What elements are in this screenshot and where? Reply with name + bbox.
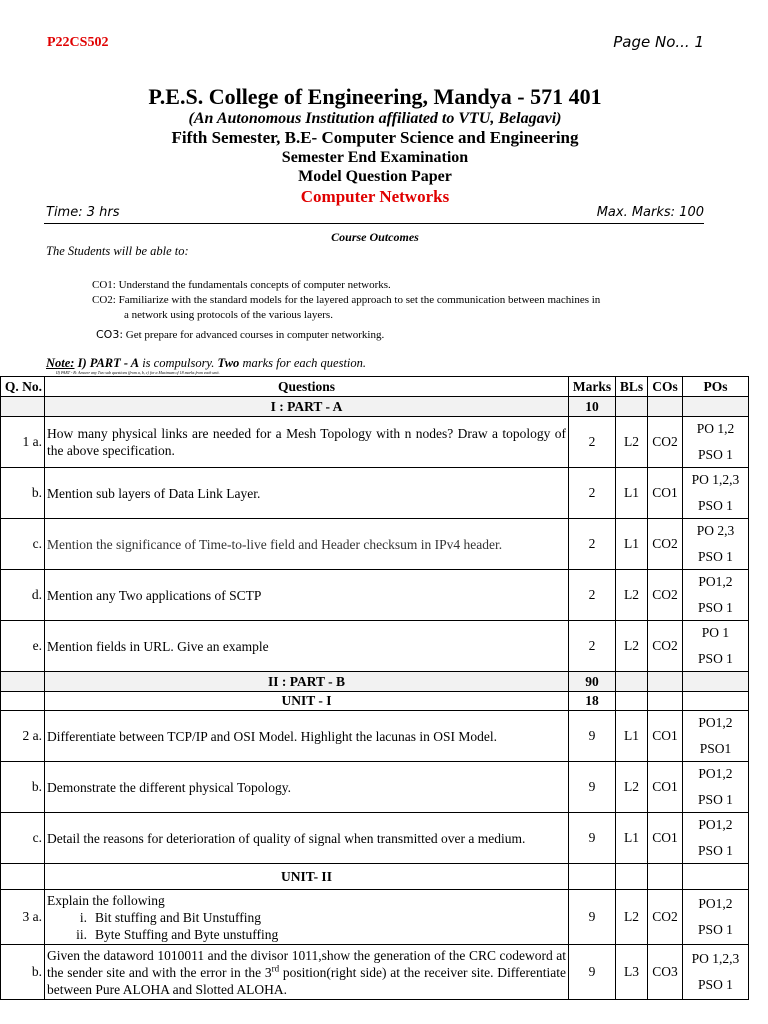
institution-affiliation: (An Autonomous Institution affiliated to VTU, Belagavi) xyxy=(188,110,562,127)
pso-value: PSO 1 xyxy=(698,977,733,992)
question-po xyxy=(683,519,749,570)
question-text: How many physical links are needed for a Mesh Topology with n nodes? Draw a topology of the above specification. xyxy=(45,417,569,468)
question-marks: 2 xyxy=(569,417,616,468)
question-co: CO1 xyxy=(648,813,683,864)
question-number: d. xyxy=(1,570,45,621)
empty-cell xyxy=(1,672,45,692)
question-bl: L1 xyxy=(616,468,648,519)
part-b-title: II : PART - B xyxy=(45,672,569,692)
unit1-marks: 18 xyxy=(569,692,616,711)
pso-value: PSO 1 xyxy=(698,549,733,564)
table-row xyxy=(1,711,749,762)
po-value: PO 1 xyxy=(701,625,730,640)
table-row xyxy=(1,417,749,468)
question-po xyxy=(683,945,749,1000)
question-co: CO2 xyxy=(648,417,683,468)
question-number: b. xyxy=(1,945,45,1000)
outcomes-intro: The Students will be able to: xyxy=(46,244,189,258)
question-co: CO2 xyxy=(648,890,683,945)
note-two: Two xyxy=(217,356,240,370)
empty-cell xyxy=(683,864,749,890)
question-text: Demonstrate the different physical Topology. xyxy=(45,762,569,813)
part-b-row xyxy=(1,672,749,692)
page-number: Page No... 1 xyxy=(613,33,704,51)
question-bl: L2 xyxy=(616,621,648,672)
sub-item xyxy=(47,926,566,943)
question-text: Mention fields in URL. Give an example xyxy=(45,621,569,672)
co3-description: Get prepare for advanced courses in computer networking. xyxy=(125,329,385,341)
ordinal-suffix: rd xyxy=(271,963,280,973)
part-a-title: I : PART - A xyxy=(45,397,569,417)
sub-item-number: ii. xyxy=(76,926,87,942)
empty-cell xyxy=(648,692,683,711)
note-part-a: I) PART - A xyxy=(77,356,140,370)
question-co: CO1 xyxy=(648,711,683,762)
empty-cell xyxy=(683,672,749,692)
question-marks: 9 xyxy=(569,945,616,1000)
table-row xyxy=(1,570,749,621)
po-value: PO 1,2,3 xyxy=(691,951,740,966)
empty-cell xyxy=(648,397,683,417)
pso-value: PSO 1 xyxy=(698,600,733,615)
question-marks: 9 xyxy=(569,762,616,813)
question-co: CO3 xyxy=(648,945,683,1000)
question-bl: L2 xyxy=(616,417,648,468)
course-code: P22CS502 xyxy=(47,35,109,50)
sub-item xyxy=(47,909,566,926)
part-a-marks: 10 xyxy=(569,397,616,417)
pso-value: PSO 1 xyxy=(698,498,733,513)
question-number: 3 a. xyxy=(1,890,45,945)
pso-value: PSO 1 xyxy=(698,843,733,858)
question-number: b. xyxy=(1,468,45,519)
question-text: Mention sub layers of Data Link Layer. xyxy=(45,468,569,519)
empty-cell xyxy=(683,397,749,417)
empty-cell xyxy=(616,397,648,417)
empty-cell xyxy=(1,692,45,711)
po-value: PO 2,3 xyxy=(696,523,735,538)
po-value: PO1,2 xyxy=(698,817,733,832)
table-row xyxy=(1,762,749,813)
question-bl: L1 xyxy=(616,813,648,864)
question-number: 2 a. xyxy=(1,711,45,762)
co2-text: CO2: Familiarize with the standard models for the layered approach to set the communication between machines in xyxy=(92,294,601,306)
note-text-end: marks for each question. xyxy=(239,356,367,370)
question-marks: 9 xyxy=(569,813,616,864)
subject-title: Computer Networks xyxy=(300,187,450,206)
question-bl: L1 xyxy=(616,711,648,762)
question-marks: 2 xyxy=(569,570,616,621)
co3-label: CO3: xyxy=(96,328,124,341)
col-pos: POs xyxy=(683,377,749,397)
unit2-row xyxy=(1,864,749,890)
question-intro: Explain the following xyxy=(47,892,165,908)
note-part-b: II) PART - B: Answer any Two sub questions (from a, b, c) for a Maximum of 18 marks from each unit. xyxy=(56,370,220,375)
pso-value: PSO 1 xyxy=(698,792,733,807)
note-text: is compulsory. xyxy=(139,356,218,370)
col-marks: Marks xyxy=(569,377,616,397)
exam-time: Time: 3 hrs xyxy=(46,205,120,220)
col-cos: COs xyxy=(648,377,683,397)
question-marks: 2 xyxy=(569,519,616,570)
po-value: PO1,2 xyxy=(698,715,733,730)
sub-item-text: Byte Stuffing and Byte unstuffing xyxy=(95,926,279,942)
po-value: PO1,2 xyxy=(698,766,733,781)
question-text xyxy=(45,945,569,1000)
question-bl: L2 xyxy=(616,570,648,621)
question-number: c. xyxy=(1,813,45,864)
empty-cell xyxy=(648,864,683,890)
pso-value: PSO 1 xyxy=(698,922,733,937)
co1-text: CO1: Understand the fundamentals concepts of computer networks. xyxy=(92,279,391,291)
question-text: Mention any Two applications of SCTP xyxy=(45,570,569,621)
semester-line: Fifth Semester, B.E- Computer Science and Engineering xyxy=(171,128,579,147)
po-value: PO 1,2 xyxy=(696,421,735,436)
question-number: c. xyxy=(1,519,45,570)
po-value: PO1,2 xyxy=(698,574,733,589)
table-row xyxy=(1,945,749,1000)
empty-cell xyxy=(616,692,648,711)
question-marks: 2 xyxy=(569,468,616,519)
col-bls: BLs xyxy=(616,377,648,397)
header-rule xyxy=(44,223,704,224)
exam-title: Semester End Examination xyxy=(281,149,469,166)
question-number: b. xyxy=(1,762,45,813)
note-label: Note: xyxy=(46,356,75,370)
part-a-row xyxy=(1,397,749,417)
col-questions: Questions xyxy=(45,377,569,397)
question-bl: L2 xyxy=(616,890,648,945)
table-header-row xyxy=(1,377,749,397)
empty-cell xyxy=(616,864,648,890)
question-text xyxy=(45,890,569,945)
question-marks: 9 xyxy=(569,711,616,762)
pso-value: PSO 1 xyxy=(698,447,733,462)
course-outcomes-heading: Course Outcomes xyxy=(331,230,419,244)
pso-value: PSO1 xyxy=(699,741,732,756)
question-text: Detail the reasons for deterioration of quality of signal when transmitted over a medium. xyxy=(45,813,569,864)
unit2-title: UNIT- II xyxy=(45,864,569,890)
table-row xyxy=(1,813,749,864)
pso-value: PSO 1 xyxy=(698,651,733,666)
question-text-part: Given the dataword 1010011 and the divisor 1011,show the generation of the CRC codeword at the sender site and with the error in the 3 xyxy=(47,947,566,980)
question-po xyxy=(683,468,749,519)
co2-text-cont: a network using protocols of the various layers. xyxy=(124,309,333,321)
note xyxy=(46,356,366,371)
table-row xyxy=(1,468,749,519)
po-value: PO1,2 xyxy=(698,896,733,911)
empty-cell xyxy=(648,672,683,692)
question-po xyxy=(683,762,749,813)
question-bl: L2 xyxy=(616,762,648,813)
empty-cell xyxy=(569,864,616,890)
empty-cell xyxy=(683,692,749,711)
empty-cell xyxy=(1,397,45,417)
question-marks: 9 xyxy=(569,890,616,945)
question-co: CO1 xyxy=(648,468,683,519)
college-name: P.E.S. College of Engineering, Mandya - 571 401 xyxy=(148,84,602,109)
question-marks: 2 xyxy=(569,621,616,672)
question-number: 1 a. xyxy=(1,417,45,468)
question-po xyxy=(683,621,749,672)
question-table xyxy=(0,376,749,1000)
part-b-marks: 90 xyxy=(569,672,616,692)
question-po xyxy=(683,570,749,621)
table-row xyxy=(1,890,749,945)
empty-cell xyxy=(616,672,648,692)
question-co: CO1 xyxy=(648,762,683,813)
question-po xyxy=(683,417,749,468)
po-value: PO 1,2,3 xyxy=(691,472,740,487)
question-text: Differentiate between TCP/IP and OSI Model. Highlight the lacunas in OSI Model. xyxy=(45,711,569,762)
question-co: CO2 xyxy=(648,621,683,672)
question-bl: L1 xyxy=(616,519,648,570)
paper-type: Model Question Paper xyxy=(298,168,452,185)
question-bl: L3 xyxy=(616,945,648,1000)
sub-item-number: i. xyxy=(79,909,87,925)
sub-item-text: Bit stuffing and Bit Unstuffing xyxy=(95,909,262,925)
question-text: Mention the significance of Time-to-live field and Header checksum in IPv4 header. xyxy=(45,519,569,570)
table-row xyxy=(1,519,749,570)
col-qno: Q. No. xyxy=(1,377,45,397)
table-row xyxy=(1,621,749,672)
question-text-part: position(right side) at the receiver site. Differentiate between Pure ALOHA and Slotted ALOHA. xyxy=(47,964,566,997)
unit1-title: UNIT - I xyxy=(45,692,569,711)
question-co: CO2 xyxy=(648,519,683,570)
max-marks: Max. Marks: 100 xyxy=(596,205,704,220)
question-po xyxy=(683,890,749,945)
question-co: CO2 xyxy=(648,570,683,621)
question-number: e. xyxy=(1,621,45,672)
empty-cell xyxy=(1,864,45,890)
question-po xyxy=(683,711,749,762)
unit1-row xyxy=(1,692,749,711)
question-po xyxy=(683,813,749,864)
co3-text xyxy=(96,328,384,341)
